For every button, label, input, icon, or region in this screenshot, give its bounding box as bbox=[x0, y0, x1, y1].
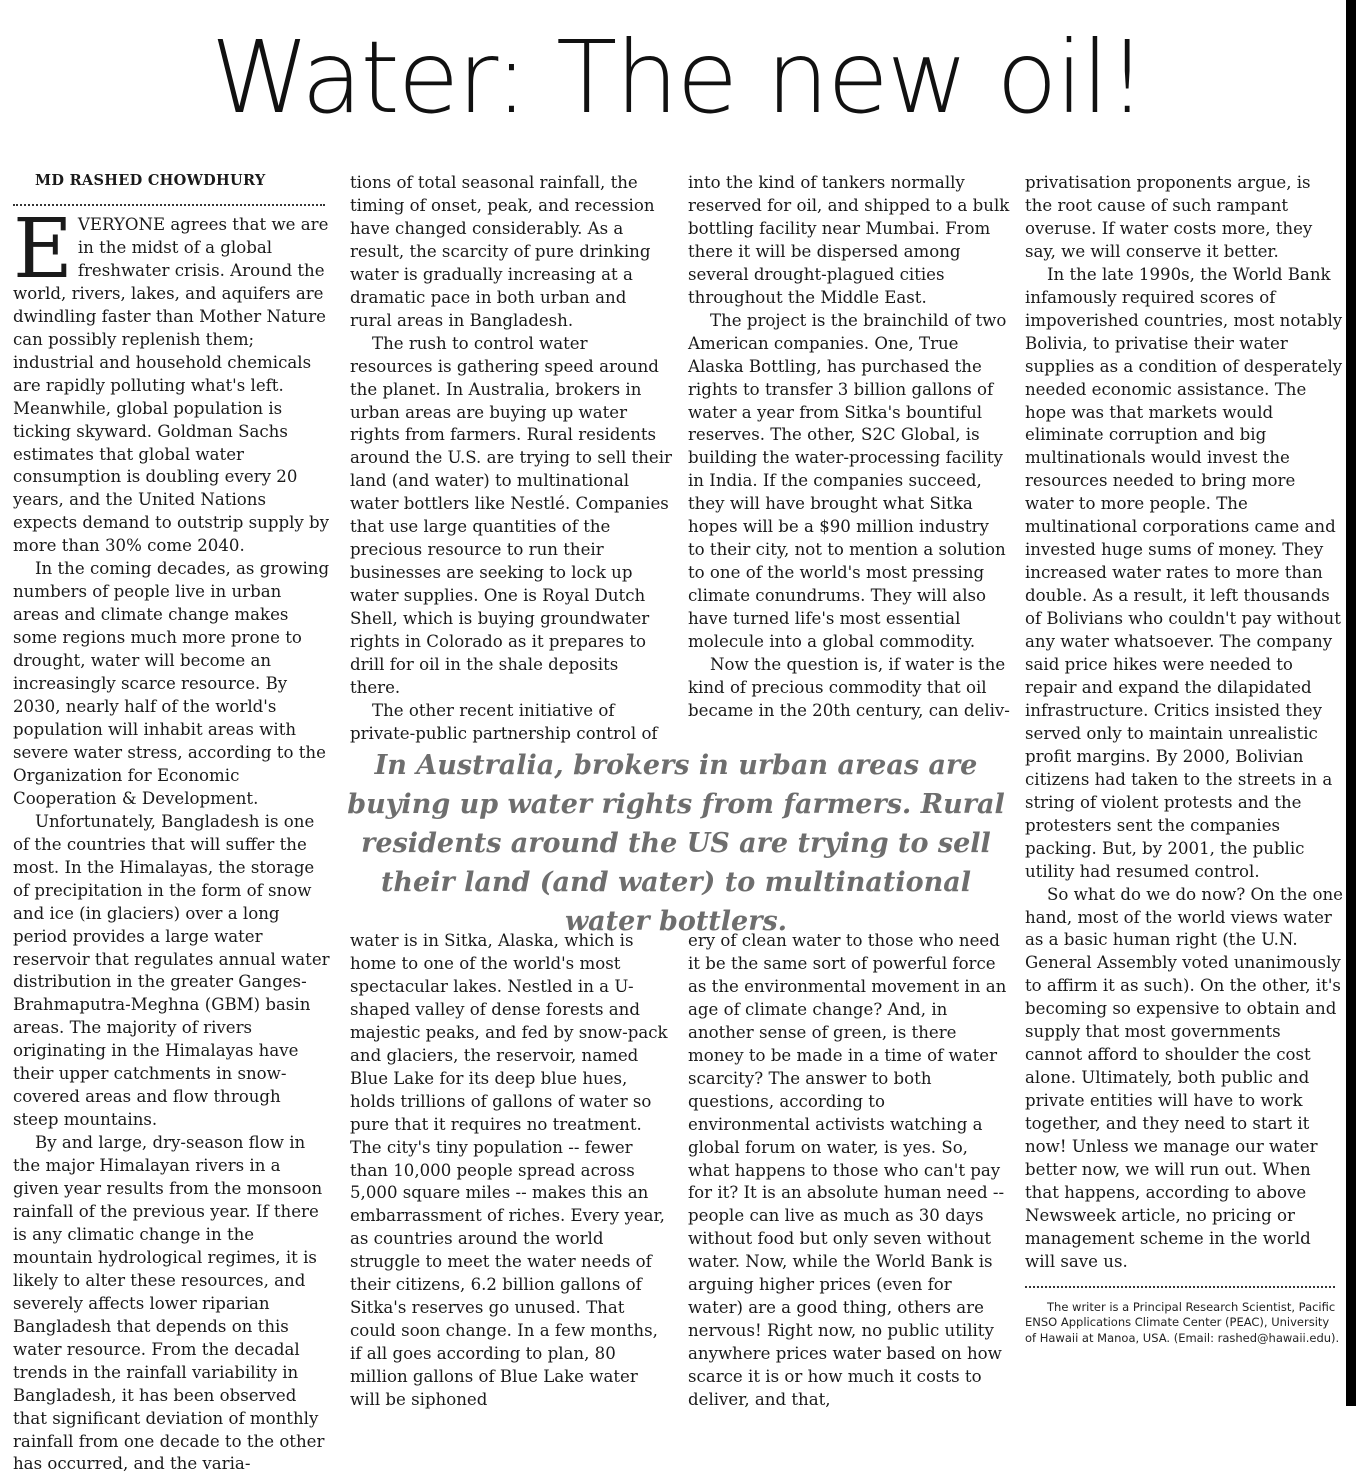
paragraph: In the late 1990s, the World Bank infamously required scores of impoverished countries, most notably Bolivia, to privatise their water supplies as a condition of desperately needed economic assistance. The hope was that markets would eliminate corruption and big multinationals would invest the resources needed to bring more water to more people. The multinational corporations came and invested huge sums of money. They increased water rates to more than double. As a result, it left thousands of Bolivians who couldn't pay without any water whatsoever. The company said price hikes were needed to repair and expand the dilapidated infrastructure. Critics insisted they served only to maintain unrealistic profit margins. By 2000, Bolivian citizens had taken to the streets in a string of violent protests and the protesters sent the companies packing. But, by 2001, the public utility had resumed control. bbox=[1025, 264, 1343, 881]
column-2-top bbox=[350, 172, 672, 746]
paragraph: By and large, dry-season flow in the major Himalayan rivers in a given year results from the monsoon rainfall of the previous year. If there is any climatic change in the mountain hydrological regimes, it is likely to alter these resources, and severely affects lower riparian Bangladesh that depends on this water resource. From the decadal trends in the rainfall variability in Bangladesh, it has been observed that significant deviation of monthly rainfall from one decade to the other has occurred, and the varia- bbox=[13, 1133, 325, 1474]
column-1 bbox=[13, 172, 331, 1476]
paragraph: So what do we do now? On the one hand, most of the world views water as a basic human right (the U.N. General Assembly voted unanimously to affirm it as such). On the other, it's becoming so expensive to obtain and supply that most governments cannot afford to shoulder the cost alone. Ultimately, both public and private entities will have to work together, and they need to start it now! Unless we manage our water better now, we will run out. When that happens, according to above Newsweek article, no pricing or management scheme in the world will save us. bbox=[1025, 884, 1343, 1271]
byline: MD RASHED CHOWDHURY bbox=[35, 172, 266, 189]
page-edge-strip bbox=[1346, 0, 1356, 1406]
paragraph: The rush to control water resources is gathering speed around the planet. In Australia, brokers in urban areas are buying up water rights from farmers. Rural residents around the U.S. are trying to sell their land (and water) to multinational water bottlers like Nestlé. Companies that use large quantities of the precious resource to run their businesses are seeking to lock up water supplies. One is Royal Dutch Shell, which is buying groundwater rights in Colorado as it prepares to drill for oil in the shale deposits there. bbox=[350, 333, 672, 697]
column-3-top bbox=[688, 172, 1010, 723]
paragraph: In the coming decades, as growing numbers of people live in urban areas and climate change makes some regions much more prone to drought, water will become an increasingly scarce resource. By 2030, nearly half of the world's population will inhabit areas with severe water stress, according to the Organization for Economic Cooperation & Development. bbox=[13, 559, 330, 808]
drop-cap: E bbox=[13, 202, 73, 297]
paragraph: ery of clean water to those who need it be the same sort of powerful force as the environmental movement in an age of climate change? And, in another sense of green, is there money to be made in a time of water scarcity? The answer to both questions, according to environmental activists watching a global forum on water, is yes. So, what happens to those who can't pay for it? It is an absolute human need -- people can live as much as 30 days without food but only seven without water. Now, while the World Bank is arguing higher prices (even for water) are a good thing, others are nervous! Right now, no public utility anywhere prices water based on how scarce it is or how much it costs to deliver, and that, bbox=[688, 931, 1007, 1410]
author-bio: The writer is a Principal Research Scientist, Pacific ENSO Applications Climate Center (PEAC), University of Hawaii at Manoa, USA. (Email: rashed@hawaii.edu). bbox=[1025, 1299, 1340, 1345]
paragraph-text: VERYONE agrees that we are in the midst of a global freshwater crisis. Around the world, rivers, lakes, and aquifers are dwindling faster than Mother Nature can possibly replenish them; industrial and household chemicals are rapidly polluting what's left. Meanwhile, global population is ticking skyward. Goldman Sachs estimates that global water consumption is doubling every 20 years, and the United Nations expects demand to outstrip supply by more than 30% come 2040. bbox=[13, 215, 330, 556]
column-3-bottom bbox=[688, 930, 1010, 1412]
paragraph: Now the question is, if water is the kind of precious commodity that oil became in the 20th century, can deliv- bbox=[688, 655, 1010, 720]
column-2-bottom bbox=[350, 930, 672, 1412]
paragraph: The project is the brainchild of two American companies. One, True Alaska Bottling, has purchased the rights to transfer 3 billion gallons of water a year from Sitka's bountiful reserves. The other, S2C Global, is building the water-processing facility in India. If the companies succeed, they will have brought what Sitka hopes will be a $90 million industry to their city, not to mention a solution to one of the world's most pressing climate conundrums. They will also have turned life's most essential molecule into a global commodity. bbox=[688, 310, 1007, 652]
column-4 bbox=[1025, 172, 1343, 1347]
bio-divider bbox=[1025, 1286, 1335, 1288]
paragraph: Unfortunately, Bangladesh is one of the countries that will suffer the most. In the Himalayas, the storage of precipitation in the form of snow and ice (in glaciers) over a long period provides a large water reservoir that regulates annual water distribution in the greater Ganges-Brahmaputra-Meghna (GBM) basin areas. The majority of rivers originating in the Himalayas have their upper catchments in snow-covered areas and flow through steep mountains. bbox=[13, 811, 330, 1130]
paragraph: privatisation proponents argue, is the root cause of such rampant overuse. If water costs more, they say, we will conserve it better. bbox=[1025, 173, 1313, 261]
paragraph: tions of total seasonal rainfall, the timing of onset, peak, and recession have changed considerably. As a result, the scarcity of pure drinking water is gradually increasing at a dramatic pace in both urban and rural areas in Bangladesh. bbox=[350, 173, 655, 330]
paragraph: water is in Sitka, Alaska, which is home to one of the world's most spectacular lakes. Nestled in a U-shaped valley of dense forests and majestic peaks, and fed by snow-pack and glaciers, the reservoir, named Blue Lake for its deep blue hues, holds trillions of gallons of water so pure that it requires no treatment. The city's tiny population -- fewer than 10,000 people spread across 5,000 square miles -- makes this an embarrassment of riches. Every year, as countries around the world struggle to meet the water needs of their citizens, 6.2 billion gallons of Sitka's reserves go unused. That could soon change. In a few months, if all goes according to plan, 80 million gallons of Blue Lake water will be siphoned bbox=[350, 931, 668, 1410]
headline: Water: The new oil! bbox=[210, 19, 1146, 136]
paragraph: into the kind of tankers normally reserved for oil, and shipped to a bulk bottling facility near Mumbai. From there it will be dispersed among several drought-plagued cities throughout the Middle East. bbox=[688, 173, 1010, 307]
paragraph: The other recent initiative of private-public partnership control of bbox=[350, 700, 658, 743]
pull-quote: In Australia, brokers in urban areas are buying up water rights from farmers. Rural residents around the US are trying to sell their land (and water) to multinational water bottlers. bbox=[347, 750, 1005, 937]
paragraph bbox=[13, 202, 331, 558]
